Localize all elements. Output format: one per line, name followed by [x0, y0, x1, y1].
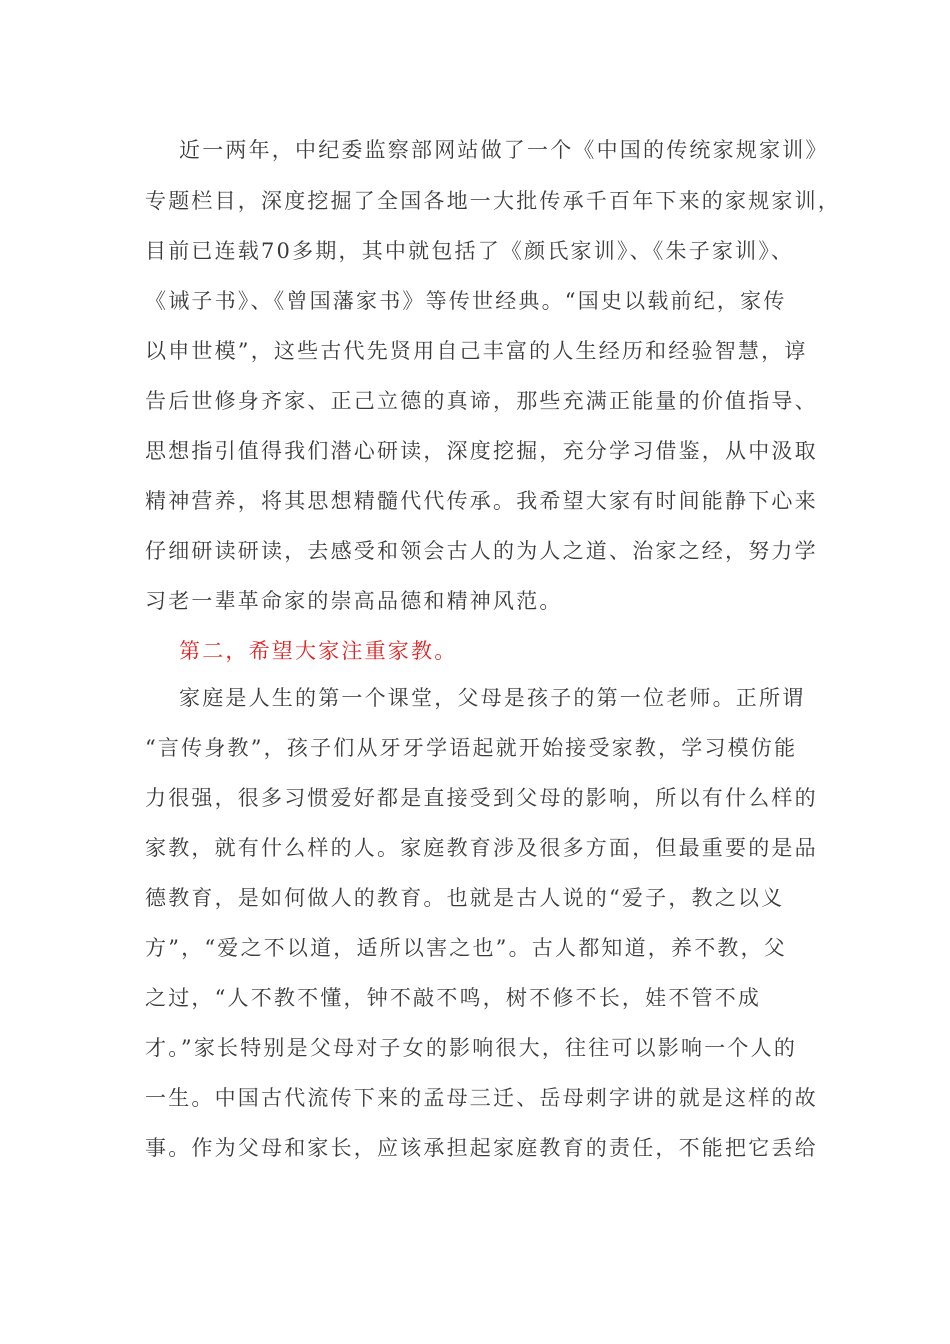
paragraph-line: “言传身教”，孩子们从牙牙学语起就开始接受家教，学习模仿能: [145, 736, 798, 760]
paragraph-line: 目前已连载70多期，其中就包括了《颜氏家训》、《朱子家训》、: [145, 239, 795, 263]
paragraph-line: 德教育，是如何做人的教育。也就是古人说的“爱子，教之以义: [145, 886, 785, 910]
paragraph-line: 思想指引值得我们潜心研读，深度挖掘，充分学习借鉴，从中汲取: [145, 439, 818, 463]
paragraph-line: 家教，就有什么样的人。家庭教育涉及很多方面，但最重要的是品: [145, 836, 818, 860]
paragraph-line: 精神营养，将其思想精髓代代传承。我希望大家有时间能静下心来: [145, 489, 818, 513]
paragraph-line: 近一两年，中纪委监察部网站做了一个《中国的传统家规家训》: [179, 138, 829, 162]
paragraph-line: 以申世模”，这些古代先贤用自己丰富的人生经历和经验智慧，谆: [145, 339, 808, 363]
paragraph-line: 才。”家长特别是父母对子女的影响很大，往往可以影响一个人的: [145, 1036, 798, 1060]
paragraph-line: 告后世修身齐家、正己立德的真谛，那些充满正能量的价值指导、: [145, 389, 818, 413]
paragraph-line: 仔细研读研读，去感受和领会古人的为人之道、治家之经，努力学: [145, 539, 818, 563]
paragraph-line: 方”，“爱之不以道，适所以害之也”。古人都知道，养不教，父: [145, 936, 788, 960]
paragraph-line: 事。作为父母和家长，应该承担起家庭教育的责任，不能把它丢给: [145, 1136, 818, 1160]
paragraph-line: 力很强，很多习惯爱好都是直接受到父母的影响，所以有什么样的: [145, 786, 818, 810]
paragraph-line: 《诫子书》、《曾国藩家书》等传世经典。“国史以载前纪，家传: [145, 289, 787, 313]
section-heading: 第二，希望大家注重家教。: [179, 639, 458, 663]
paragraph-line: 之过，“人不教不懂，钟不敲不鸣，树不修不长，娃不管不成: [145, 986, 762, 1010]
paragraph-line: 家庭是人生的第一个课堂，父母是孩子的第一位老师。正所谓: [179, 686, 806, 710]
paragraph-line: 一生。中国古代流传下来的孟母三迁、岳母刺字讲的就是这样的故: [145, 1086, 818, 1110]
paragraph-line: 专题栏目，深度挖掘了全国各地一大批传承千百年下来的家规家训，: [145, 189, 841, 213]
paragraph-line: 习老一辈革命家的崇高品德和精神风范。: [145, 589, 563, 613]
